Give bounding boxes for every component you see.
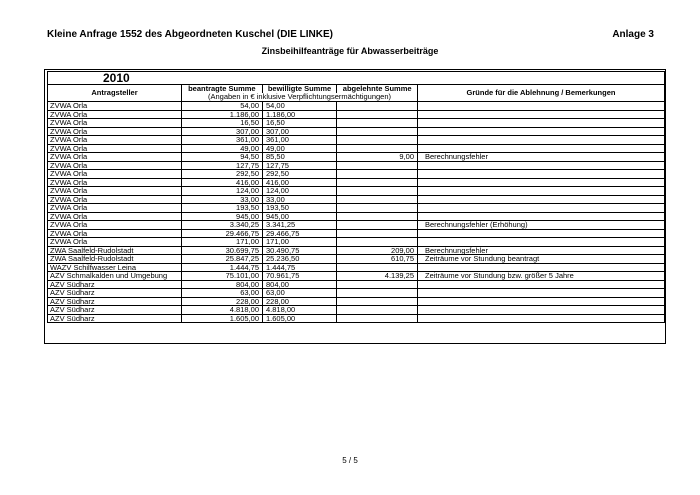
cell-applicant: ZVWA Orla [48,153,182,162]
cell-rejected [337,195,418,204]
column-header-row [48,85,665,102]
table-row [48,102,665,111]
cell-requested: 4.818,00 [182,306,263,315]
col-applicant: Antragsteller [48,85,182,102]
cell-applicant: ZVWA Orla [48,161,182,170]
table-row [48,144,665,153]
cell-reason [418,127,665,136]
cell-applicant: ZVWA Orla [48,187,182,196]
cell-requested: 49,00 [182,144,263,153]
table-row [48,136,665,145]
cell-reason [418,187,665,196]
table-row [48,170,665,179]
cell-requested: 307,00 [182,127,263,136]
cell-approved: 49,00 [263,144,337,153]
cell-requested: 1.444,75 [182,263,263,272]
cell-approved: 29.466,75 [263,229,337,238]
col-requested: beantragte Summe [182,85,263,93]
table-row [48,119,665,128]
cell-approved: 85,50 [263,153,337,162]
cell-reason [418,178,665,187]
cell-applicant: AZV Südharz [48,280,182,289]
cell-requested: 54,00 [182,102,263,111]
page-number: 5 / 5 [342,456,358,465]
year-label: 2010 [48,72,665,85]
cell-reason [418,110,665,119]
cell-applicant: ZVWA Orla [48,195,182,204]
cell-reason [418,119,665,128]
cell-requested: 30.699,75 [182,246,263,255]
cell-approved: 1.444,75 [263,263,337,272]
cell-reason: Zeiträume vor Stundung beantragt [418,255,665,264]
annex-label: Anlage 3 [612,29,654,40]
cell-reason [418,263,665,272]
cell-rejected [337,306,418,315]
table-row [48,127,665,136]
cell-rejected [337,212,418,221]
cell-rejected [337,102,418,111]
cell-rejected [337,187,418,196]
cell-requested: 25.847,25 [182,255,263,264]
cell-rejected [337,110,418,119]
cell-requested: 94,50 [182,153,263,162]
cell-requested: 171,00 [182,238,263,247]
cell-approved: 171,00 [263,238,337,247]
table-row [48,280,665,289]
cell-rejected [337,127,418,136]
cell-rejected [337,170,418,179]
cell-requested: 292,50 [182,170,263,179]
cell-approved: 70.961,75 [263,272,337,281]
cell-rejected [337,136,418,145]
cell-approved: 1.605,00 [263,314,337,323]
col-reasons: Gründe für die Ablehnung / Bemerkungen [418,85,665,102]
cell-approved: 63,00 [263,289,337,298]
cell-reason: Berechnungsfehler [418,153,665,162]
cell-reason [418,297,665,306]
table-row [48,204,665,213]
cell-requested: 416,00 [182,178,263,187]
cell-applicant: ZWA Saalfeld-Rudolstadt [48,246,182,255]
cell-requested: 3.340,25 [182,221,263,230]
cell-requested: 361,00 [182,136,263,145]
cell-applicant: AZV Südharz [48,306,182,315]
cell-approved: 307,00 [263,127,337,136]
cell-requested: 16,50 [182,119,263,128]
cell-approved: 3.341,25 [263,221,337,230]
cell-rejected [337,229,418,238]
table-row [48,161,665,170]
cell-applicant: ZVWA Orla [48,136,182,145]
cell-rejected [337,221,418,230]
cell-requested: 1.605,00 [182,314,263,323]
cell-rejected [337,263,418,272]
cell-reason: Zeiträume vor Stundung bzw. größer 5 Jahre [418,272,665,281]
cell-approved: 127,75 [263,161,337,170]
cell-approved: 1.186,00 [263,110,337,119]
cell-approved: 292,50 [263,170,337,179]
table-row [48,297,665,306]
cell-approved: 228,00 [263,297,337,306]
cell-approved: 124,00 [263,187,337,196]
cell-requested: 63,00 [182,289,263,298]
cell-requested: 124,00 [182,187,263,196]
cell-applicant: AZV Südharz [48,314,182,323]
table-row [48,272,665,281]
table-row [48,255,665,264]
cell-requested: 228,00 [182,297,263,306]
cell-requested: 1.186,00 [182,110,263,119]
cell-reason [418,136,665,145]
col-approved: bewilligte Summe [263,85,338,93]
cell-requested: 75.101,00 [182,272,263,281]
cell-approved: 804,00 [263,280,337,289]
cell-reason [418,280,665,289]
cell-reason [418,204,665,213]
cell-applicant: AZV Südharz [48,297,182,306]
cell-reason: Berechnungsfehler [418,246,665,255]
cell-rejected [337,238,418,247]
cell-reason [418,212,665,221]
table-row [48,110,665,119]
cell-approved: 16,50 [263,119,337,128]
cell-applicant: ZVWA Orla [48,127,182,136]
applications-table [47,71,665,323]
cell-applicant: ZVWA Orla [48,110,182,119]
cell-requested: 33,00 [182,195,263,204]
cell-requested: 127,75 [182,161,263,170]
cell-rejected [337,204,418,213]
cell-approved: 30.490,75 [263,246,337,255]
cell-reason: Berechnungsfehler (Erhöhung) [418,221,665,230]
cell-reason [418,102,665,111]
cell-rejected [337,297,418,306]
table-row [48,178,665,187]
table-row [48,229,665,238]
cell-approved: 416,00 [263,178,337,187]
amounts-note: (Angaben in € inklusive Verpflichtungsermächtigungen) [207,92,392,101]
cell-rejected: 209,00 [337,246,418,255]
cell-requested: 29.466,75 [182,229,263,238]
cell-rejected: 4.139,25 [337,272,418,281]
cell-approved: 4.818,00 [263,306,337,315]
cell-rejected [337,314,418,323]
cell-applicant: ZVWA Orla [48,170,182,179]
cell-applicant: AZV Südharz [48,289,182,298]
cell-approved: 193,50 [263,204,337,213]
col-amounts-group [182,85,418,102]
cell-applicant: ZVWA Orla [48,144,182,153]
cell-requested: 193,50 [182,204,263,213]
cell-applicant: ZVWA Orla [48,204,182,213]
cell-reason [418,289,665,298]
cell-rejected [337,144,418,153]
cell-applicant: AZV Schmalkalden und Umgebung [48,272,182,281]
cell-reason [418,238,665,247]
table-row [48,153,665,162]
cell-reason [418,306,665,315]
cell-applicant: ZVWA Orla [48,238,182,247]
cell-requested: 945,00 [182,212,263,221]
cell-approved: 361,00 [263,136,337,145]
cell-applicant: ZVWA Orla [48,119,182,128]
cell-applicant: WAZV Schilfwasser Leina [48,263,182,272]
cell-rejected: 9,00 [337,153,418,162]
cell-rejected: 610,75 [337,255,418,264]
table-row [48,238,665,247]
cell-applicant: ZVWA Orla [48,102,182,111]
document-title: Kleine Anfrage 1552 des Abgeordneten Kuschel (DIE LINKE) [47,29,333,40]
cell-applicant: ZWA Saalfeld-Rudolstadt [48,255,182,264]
cell-applicant: ZVWA Orla [48,221,182,230]
table-row [48,263,665,272]
cell-approved: 54,00 [263,102,337,111]
cell-reason [418,170,665,179]
cell-rejected [337,178,418,187]
cell-approved: 33,00 [263,195,337,204]
cell-rejected [337,119,418,128]
cell-rejected [337,280,418,289]
cell-reason [418,161,665,170]
table-row [48,314,665,323]
cell-reason [418,314,665,323]
cell-applicant: ZVWA Orla [48,178,182,187]
cell-applicant: ZVWA Orla [48,212,182,221]
table-row [48,212,665,221]
year-row [48,72,665,85]
page-subtitle: Zinsbeihilfeanträge für Abwasserbeiträge [261,46,439,56]
cell-reason [418,229,665,238]
col-rejected: abgelehnte Summe [342,84,412,93]
cell-requested: 804,00 [182,280,263,289]
table-row [48,221,665,230]
cell-applicant: ZVWA Orla [48,229,182,238]
table-row [48,289,665,298]
table-row [48,195,665,204]
cell-reason [418,195,665,204]
table-row [48,246,665,255]
cell-approved: 25.236,50 [263,255,337,264]
table-row [48,306,665,315]
cell-approved: 945,00 [263,212,337,221]
cell-reason [418,144,665,153]
table-row [48,187,665,196]
cell-rejected [337,161,418,170]
cell-rejected [337,289,418,298]
